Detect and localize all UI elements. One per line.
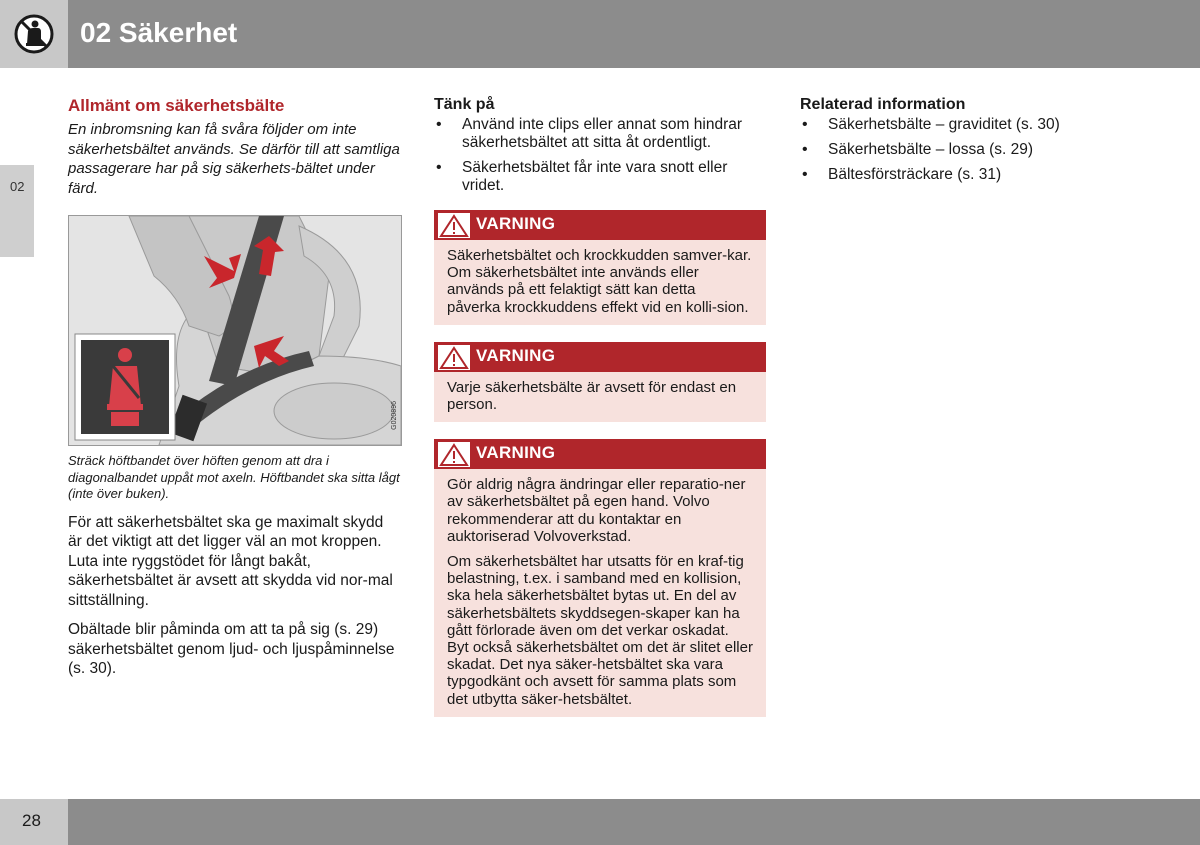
warning-box bbox=[434, 342, 766, 422]
related-link[interactable]: • Bältesförsträckare (s. 31) bbox=[800, 166, 1140, 184]
chapter-tab bbox=[0, 165, 34, 257]
body-paragraph-2: Obältade blir påminda om att ta på sig (s. 29) säkerhetsbältet genom ljud- och ljuspåminnelse (s. 30). bbox=[68, 621, 395, 677]
page-header bbox=[0, 0, 1200, 68]
warning-box bbox=[434, 439, 766, 717]
warning-triangle-icon bbox=[438, 345, 470, 370]
warning-text: Säkerhetsbältet och krockkudden samver-kar. Om säkerhetsbältet inte används eller används på ett felaktigt sätt kan detta påverka krockkuddens effekt vid en kolli-sion. bbox=[447, 247, 752, 316]
figure-caption: Sträck höftbandet över höften genom att dra i diagonalbandet uppåt mot axeln. Höftbandet ska sitta lågt (inte över buken). bbox=[68, 453, 400, 501]
warning-body bbox=[434, 469, 766, 717]
warning-header bbox=[434, 210, 766, 240]
related-info-heading: Relaterad information bbox=[800, 96, 966, 113]
column-left bbox=[68, 96, 400, 689]
tips-list bbox=[434, 116, 766, 195]
warning-label: VARNING bbox=[476, 345, 556, 365]
warning-header bbox=[434, 342, 766, 372]
column-right bbox=[800, 96, 1140, 191]
chapter-tab-label: 02 bbox=[10, 179, 25, 194]
section-title: Allmänt om säkerhetsbälte bbox=[68, 96, 285, 115]
related-link[interactable]: • Säkerhetsbälte – lossa (s. 29) bbox=[800, 141, 1140, 159]
warning-text: Varje säkerhetsbälte är avsett för endast en person. bbox=[447, 378, 737, 414]
list-item: • Använd inte clips eller annat som hindrar säkerhetsbältet att sitta åt ordentligt. bbox=[434, 116, 766, 152]
warning-label: VARNING bbox=[476, 214, 556, 233]
related-link[interactable]: • Säkerhetsbälte – graviditet (s. 30) bbox=[800, 116, 1140, 134]
seatbelt-icon bbox=[14, 14, 54, 54]
page-number-box bbox=[0, 799, 68, 845]
column-middle bbox=[434, 96, 766, 717]
figure-code: G020896 bbox=[391, 401, 398, 430]
list-item: • Säkerhetsbältet får inte vara snott eller vridet. bbox=[434, 159, 766, 195]
warning-box bbox=[434, 210, 766, 325]
seatbelt-illustration bbox=[68, 215, 402, 446]
warning-triangle-icon bbox=[438, 442, 470, 467]
warning-text: Gör aldrig några ändringar eller reparatio-ner av säkerhetsbältet på egen hand. Volvo rekommenderar att du kontaktar en auktoriserad Volvoverkstad. bbox=[447, 476, 746, 545]
header-icon-box bbox=[0, 0, 68, 68]
warning-triangle-icon bbox=[438, 213, 470, 238]
seatbelt-figure-graphic bbox=[69, 216, 401, 445]
warning-body bbox=[434, 372, 766, 422]
page-footer bbox=[0, 799, 1200, 845]
body-paragraph-1: För att säkerhetsbältet ska ge maximalt skydd är det viktigt att det ligger väl an mot kroppen. Luta inte ryggstödet för långt bakåt, säkerhetsbältet är avsett att skydda vid nor-mal sittställning. bbox=[68, 513, 393, 609]
related-links-list bbox=[800, 116, 1140, 184]
warning-text: Om säkerhetsbältet har utsatts för en kraf-tig belastning, t.ex. i samband med en kollision, ska hela säkerhetsbältet bytas ut. En del av säkerhetsbältets skyddsegen-skaper kan ha gått förlorade även om det verkar oskadat. Byt också säkerhetsbältet om det är slitet eller skadat. Det nya säker-hetsbältet ska vara typgodkänt och avsett för samma plats som det utbytta säker-hetsbältet. bbox=[447, 553, 753, 708]
warning-body bbox=[434, 240, 766, 325]
intro-text: En inbromsning kan få svåra följder om inte säkerhetsbältet används. Se därför till att samtliga passagerare har på sig säkerhets-bältet under färd. bbox=[68, 121, 400, 197]
page-title: 02 Säkerhet bbox=[80, 17, 238, 48]
warning-header bbox=[434, 439, 766, 469]
page-number: 28 bbox=[22, 811, 41, 830]
tips-heading: Tänk på bbox=[434, 96, 495, 113]
warning-label: VARNING bbox=[476, 443, 556, 463]
